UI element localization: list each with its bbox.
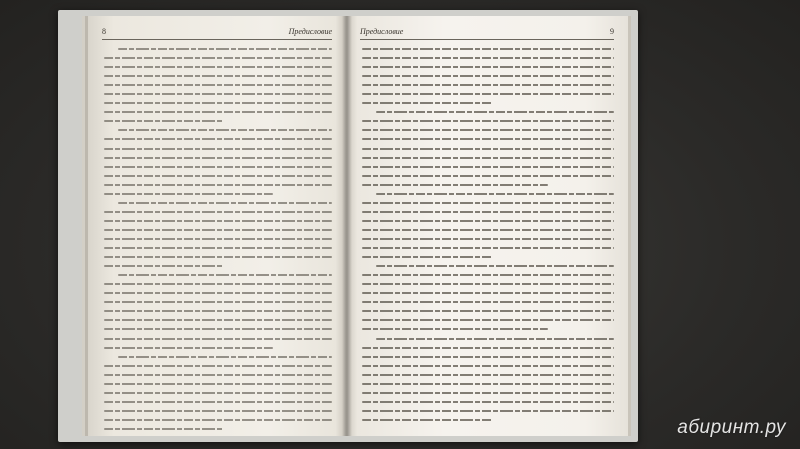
- text-line-placeholder: [104, 419, 332, 421]
- left-page-number: 8: [102, 27, 106, 36]
- text-line-placeholder: [104, 93, 332, 95]
- text-line-placeholder: [104, 410, 332, 412]
- text-line-placeholder: [104, 383, 332, 385]
- left-text-block: [104, 48, 332, 426]
- text-line-placeholder: [104, 84, 332, 86]
- text-line-placeholder: [104, 392, 332, 394]
- text-line-placeholder: [104, 428, 223, 430]
- text-line-placeholder: [362, 57, 614, 59]
- text-line-placeholder: [362, 283, 614, 285]
- text-line-placeholder: [118, 356, 332, 358]
- text-line-placeholder: [104, 247, 332, 249]
- book-gutter: [342, 16, 352, 436]
- text-line-placeholder: [104, 175, 332, 177]
- text-line-placeholder: [362, 419, 493, 421]
- text-line-placeholder: [104, 138, 332, 140]
- text-line-placeholder: [362, 247, 614, 249]
- text-line-placeholder: [362, 102, 493, 104]
- text-line-placeholder: [104, 75, 332, 77]
- text-line-placeholder: [104, 220, 332, 222]
- text-line-placeholder: [362, 374, 614, 376]
- text-line-placeholder: [104, 66, 332, 68]
- text-line-placeholder: [362, 138, 614, 140]
- text-line-placeholder: [104, 166, 332, 168]
- right-page-number: 9: [610, 27, 614, 36]
- right-running-head: [360, 27, 614, 40]
- text-line-placeholder: [104, 301, 332, 303]
- text-line-placeholder: [362, 75, 614, 77]
- text-line-placeholder: [362, 175, 614, 177]
- text-line-placeholder: [104, 193, 273, 195]
- text-line-placeholder: [104, 328, 332, 330]
- text-line-placeholder: [104, 292, 332, 294]
- text-line-placeholder: [362, 365, 614, 367]
- text-line-placeholder: [376, 111, 614, 113]
- text-line-placeholder: [104, 111, 332, 113]
- text-line-placeholder: [118, 274, 332, 276]
- text-line-placeholder: [104, 229, 332, 231]
- text-line-placeholder: [362, 129, 614, 131]
- text-line-placeholder: [118, 48, 332, 50]
- right-page: [346, 16, 628, 436]
- text-line-placeholder: [376, 265, 614, 267]
- text-line-placeholder: [362, 84, 614, 86]
- text-line-placeholder: [362, 229, 614, 231]
- text-line-placeholder: [362, 356, 614, 358]
- text-line-placeholder: [362, 328, 548, 330]
- text-line-placeholder: [362, 347, 614, 349]
- left-page: [88, 16, 346, 436]
- text-line-placeholder: [362, 220, 614, 222]
- text-line-placeholder: [362, 392, 614, 394]
- text-line-placeholder: [362, 274, 614, 276]
- text-line-placeholder: [362, 202, 614, 204]
- text-line-placeholder: [362, 211, 614, 213]
- left-running-head: [102, 27, 332, 40]
- text-line-placeholder: [104, 401, 332, 403]
- text-line-placeholder: [362, 238, 614, 240]
- text-line-placeholder: [104, 265, 223, 267]
- text-line-placeholder: [104, 338, 332, 340]
- right-running-title: Предисловие: [360, 27, 404, 36]
- text-line-placeholder: [362, 120, 614, 122]
- text-line-placeholder: [104, 157, 332, 159]
- text-line-placeholder: [104, 57, 332, 59]
- text-line-placeholder: [104, 148, 332, 150]
- text-line-placeholder: [118, 129, 332, 131]
- text-line-placeholder: [362, 148, 614, 150]
- text-line-placeholder: [104, 184, 332, 186]
- text-line-placeholder: [104, 211, 332, 213]
- text-line-placeholder: [362, 66, 614, 68]
- text-line-placeholder: [362, 383, 614, 385]
- text-line-placeholder: [104, 283, 332, 285]
- text-line-placeholder: [362, 48, 614, 50]
- text-line-placeholder: [362, 184, 548, 186]
- text-line-placeholder: [104, 347, 273, 349]
- text-line-placeholder: [362, 166, 614, 168]
- text-line-placeholder: [104, 374, 332, 376]
- text-line-placeholder: [362, 319, 614, 321]
- text-line-placeholder: [362, 401, 614, 403]
- open-book: [58, 10, 638, 442]
- text-line-placeholder: [362, 93, 614, 95]
- text-line-placeholder: [104, 256, 332, 258]
- right-text-block: [362, 48, 614, 426]
- text-line-placeholder: [104, 102, 332, 104]
- text-line-placeholder: [362, 157, 614, 159]
- text-line-placeholder: [118, 202, 332, 204]
- text-line-placeholder: [376, 193, 614, 195]
- text-line-placeholder: [376, 338, 614, 340]
- text-line-placeholder: [104, 120, 223, 122]
- text-line-placeholder: [104, 365, 332, 367]
- text-line-placeholder: [362, 410, 614, 412]
- text-line-placeholder: [104, 238, 332, 240]
- text-line-placeholder: [362, 292, 614, 294]
- watermark-text: абиринт.ру: [677, 417, 786, 438]
- text-line-placeholder: [104, 310, 332, 312]
- text-line-placeholder: [362, 256, 493, 258]
- left-running-title: Предисловие: [288, 27, 332, 36]
- text-line-placeholder: [104, 319, 332, 321]
- text-line-placeholder: [362, 301, 614, 303]
- text-line-placeholder: [362, 310, 614, 312]
